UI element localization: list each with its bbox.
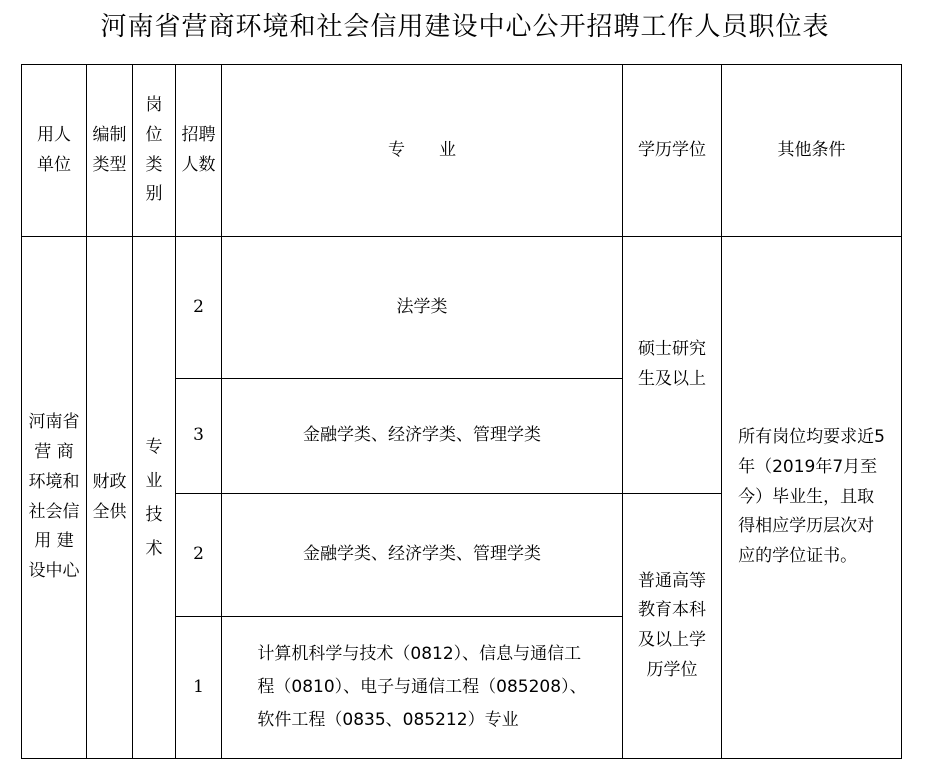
cell-major: 法学类 [222,237,623,379]
cell-degree-bottom: 普通高等 教育本科 及以上学 历学位 [623,494,722,759]
cell-major: 金融学类、经济学类、管理学类 [222,379,623,494]
header-category: 岗 位 类 别 [133,65,176,237]
cell-major: 计算机科学与技术（0812）、信息与通信工 程（0810）、电子与通信工程（085208）、 软件工程（0835、085212）专业 [222,617,623,759]
header-row [22,65,902,237]
cell-count: 2 [176,494,222,617]
table-row [22,237,902,379]
cell-count: 3 [176,379,222,494]
cell-other: 所有岗位均要求近5 年（2019年7月至 今）毕业生，且取 得相应学历层次对 应的学位证书。 [722,237,902,759]
page-title: 河南省营商环境和社会信用建设中心公开招聘工作人员职位表 [100,12,830,42]
cell-major: 金融学类、经济学类、管理学类 [222,494,623,617]
header-major: 专 业 [222,65,623,237]
cell-count: 1 [176,617,222,759]
cell-type: 财政 全供 [87,237,133,759]
position-table [21,64,902,759]
header-count: 招聘 人数 [176,65,222,237]
cell-degree-top: 硕士研究 生及以上 [623,237,722,494]
cell-unit: 河南省 营 商 环境和 社会信 用 建 设中心 [22,237,87,759]
header-unit: 用人 单位 [22,65,87,237]
cell-count: 2 [176,237,222,379]
header-type: 编制 类型 [87,65,133,237]
cell-category: 专 业 技 术 [133,237,176,759]
header-other: 其他条件 [722,65,902,237]
header-degree: 学历学位 [623,65,722,237]
